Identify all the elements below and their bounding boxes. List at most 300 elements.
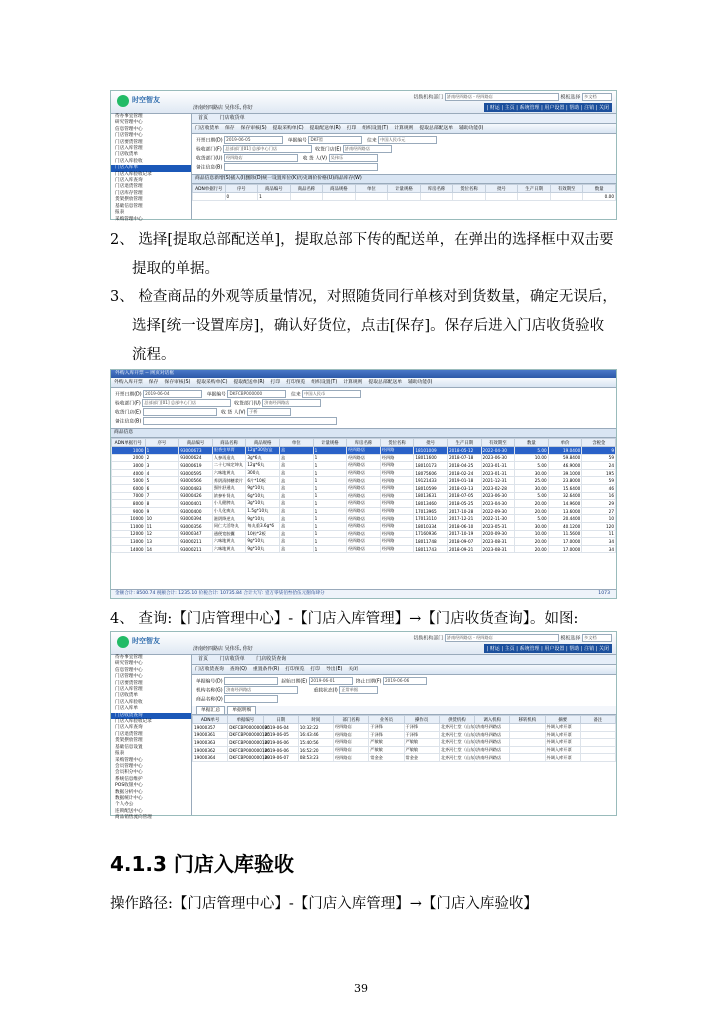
table-cell: 3g*6丸: [246, 454, 280, 462]
table-cell: 2019-06-05: [263, 731, 298, 739]
nav-tree-item[interactable]: 门店退货管理: [115, 184, 143, 190]
table-cell: 20.00: [515, 500, 549, 508]
table-cell: 46: [582, 484, 616, 492]
nav-tree-item[interactable]: 报表: [115, 751, 125, 757]
column-header[interactable]: 批号: [414, 439, 448, 447]
table-cell: 6片*10板: [246, 477, 280, 485]
table-cell: 盒: [279, 469, 313, 477]
table-cell: 1: [313, 484, 347, 492]
table-cell: 经四路店: [347, 454, 381, 462]
column-header[interactable]: 货位名称: [453, 185, 486, 193]
table-cell: 46.9000: [548, 462, 582, 470]
tab-home[interactable]: 首页: [198, 115, 209, 121]
table-cell: 北齐河仁堂（山东）: [440, 731, 479, 737]
toolbar-button[interactable]: 商品信息: [195, 176, 215, 181]
step-3-text: 3、 检查商品的外观等质量情况，对照随货同行单核对到货数量，确定无误后， 选择[统一设置库房]，确认好货位，点击[保存]。保存后进入门店收货验收 流程。: [110, 289, 617, 363]
column-header[interactable]: 摘要: [545, 716, 580, 724]
nav-tree-item[interactable]: 待办事宜管理: [115, 114, 143, 119]
toolbar-button[interactable]: 计算规则: [343, 380, 363, 385]
column-header[interactable]: 计量规格: [313, 439, 347, 447]
grid-toolbar[interactable]: [192, 174, 616, 184]
end-date-input[interactable]: 2019-06-06: [383, 677, 427, 685]
app-header: [111, 632, 616, 655]
table-cell: 1: [313, 545, 347, 553]
table-cell: 北齐河仁堂（山东）: [440, 724, 479, 730]
top-links[interactable]: | 财运 | 主页 | 系统管理 | 用户设置 | 帮助 | 注销 | 关闭: [484, 644, 612, 653]
table-cell: 24: [582, 462, 616, 470]
tab-receipt[interactable]: 门店收货单: [219, 115, 245, 121]
table-cell: 2023-08-31: [481, 545, 515, 553]
toolbar-button[interactable]: 提取配送单(R): [309, 126, 341, 131]
open-date-input[interactable]: 2019-06-04: [143, 390, 202, 398]
table-cell: 经四路店: [334, 754, 369, 762]
table-cell: 严敏敏: [369, 739, 404, 747]
column-header[interactable]: 时间: [298, 716, 333, 724]
table-cell: [323, 193, 356, 201]
table-cell: 11: [582, 530, 616, 538]
table-row[interactable]: [112, 484, 616, 492]
result-tabs[interactable]: [192, 706, 616, 715]
tab-detail[interactable]: 单据明细: [227, 706, 256, 714]
receiver-org-input[interactable]: 济南经四路店: [343, 145, 392, 153]
table-cell: 19000363: [193, 739, 228, 747]
table-cell: 强针舒通丸: [212, 484, 246, 492]
table-row[interactable]: [112, 477, 616, 485]
table-cell: DKFCBP000000095: [229, 724, 270, 730]
table-cell: 2000: [112, 454, 146, 462]
nav-tree-item[interactable]: 会员管理中心: [115, 763, 143, 769]
column-header[interactable]: 批号: [485, 185, 518, 193]
table-cell: 10:32:22: [298, 724, 333, 732]
table-cell: 93000401: [179, 500, 213, 508]
table-cell: DKFCBP000000105: [229, 732, 270, 738]
column-header[interactable]: 商品规格: [246, 439, 280, 447]
table-cell: 盒: [279, 500, 313, 508]
table-row[interactable]: [112, 462, 616, 470]
table-cell: 二十七味定坤丸: [212, 462, 246, 470]
nav-tree-item[interactable]: 门店入库验收记录: [115, 171, 152, 177]
org-input[interactable]: 济南经四路店: [224, 686, 298, 694]
table-row[interactable]: [112, 507, 616, 515]
table-cell: [518, 193, 551, 201]
column-header[interactable]: 单位: [279, 439, 313, 447]
table-cell: 25.00: [515, 477, 549, 485]
toolbar-button[interactable]: 查询(Q): [229, 667, 247, 672]
nav-tree[interactable]: [111, 114, 192, 222]
table-cell: 19121433: [414, 477, 448, 485]
table-cell: 常金金: [369, 754, 404, 762]
dialog-title-bar: 外购入库开票 -- 网页对话框: [111, 370, 616, 378]
nav-tree-item[interactable]: 门店入库管理: [115, 146, 143, 152]
column-header[interactable]: 操作员: [404, 716, 439, 724]
tab-bar[interactable]: [192, 655, 616, 665]
column-header[interactable]: 商品名称: [290, 185, 323, 193]
nav-tree-item[interactable]: 门店管理中心: [115, 674, 143, 680]
table-cell: 经四路: [380, 507, 414, 515]
column-header[interactable]: 商品编号: [179, 439, 213, 447]
nav-tree-item[interactable]: 门店入库单: [111, 165, 191, 171]
toolbar[interactable]: [192, 665, 616, 675]
toolbar-button[interactable]: 辅助功能(I): [459, 126, 484, 131]
table-cell: 同仁大活络丸: [212, 522, 246, 530]
column-header[interactable]: 货位名称: [380, 439, 414, 447]
toolbar-button[interactable]: 提取总部配送单: [368, 380, 403, 385]
column-header[interactable]: 数量: [515, 439, 549, 447]
tab-receipt[interactable]: 门店收货单: [219, 656, 245, 662]
toolbar-button[interactable]: 保存: [225, 126, 235, 131]
column-header[interactable]: 部门名称: [334, 716, 369, 724]
note-input[interactable]: [224, 163, 378, 171]
table-cell: 19000362: [193, 746, 228, 754]
screenshot-receipt-query: [110, 631, 617, 821]
table-row[interactable]: [193, 739, 616, 747]
table-cell: 经四路店: [347, 515, 381, 523]
table-cell: 5000: [112, 477, 146, 485]
table-cell: 经四路: [380, 447, 414, 455]
nav-tree-item[interactable]: 货架摆放管理: [115, 738, 143, 744]
column-header[interactable]: 数量: [583, 185, 616, 193]
table-cell: [290, 193, 323, 201]
start-date-input[interactable]: 2019-06-01: [309, 677, 353, 685]
table-cell: 经四路店: [334, 739, 369, 747]
note-input[interactable]: [143, 417, 337, 425]
table-row[interactable]: [112, 469, 616, 477]
table-cell: 20.00: [515, 507, 549, 515]
table-cell: 经四路: [380, 522, 414, 530]
tab-home[interactable]: 首页: [198, 656, 209, 662]
nav-tree-item[interactable]: 货架摆放管理: [115, 197, 143, 203]
nav-tree-item[interactable]: 门店入库管理: [115, 687, 143, 693]
toolbar-button[interactable]: 删除(D): [245, 176, 263, 181]
table-cell: 11.5600: [548, 530, 582, 538]
table-cell: 10: [145, 515, 179, 523]
nav-tree-item[interactable]: 个人办公: [115, 802, 134, 808]
recv-dept-input[interactable]: 经四路店: [224, 154, 298, 162]
table-cell: 9g*10丸: [246, 538, 280, 546]
table-cell: 16: [582, 492, 616, 500]
toolbar-button[interactable]: 提取采购单(C): [272, 126, 304, 131]
table-cell: 93000619: [179, 462, 213, 470]
column-header[interactable]: 备注: [580, 716, 615, 724]
toolbar-button[interactable]: 导出(E): [326, 667, 343, 672]
column-header[interactable]: 库房名称: [420, 185, 453, 193]
toolbar[interactable]: [192, 124, 616, 134]
table-cell: 经四路店: [347, 538, 381, 546]
table-row[interactable]: [193, 746, 616, 754]
nav-tree-item[interactable]: 门店入库查询: [115, 725, 143, 731]
table-cell: 经四路店: [347, 545, 381, 553]
grid-title: 商品信息: [114, 430, 134, 435]
nav-tree-item[interactable]: 门店要货管理: [115, 680, 143, 686]
toolbar-button[interactable]: 提取采购单(C): [196, 380, 228, 385]
recv-person-input[interactable]: 吴伟乐: [329, 154, 378, 162]
nav-tree-item[interactable]: 数据分析中心: [115, 789, 143, 795]
table-cell: 盒: [279, 492, 313, 500]
table-cell: 2023-01-31: [481, 462, 515, 470]
table-cell: 39.1000: [548, 469, 582, 477]
nav-tree-item[interactable]: 门店入库验收: [115, 699, 143, 705]
nav-tree-item[interactable]: 研究管理中心: [115, 661, 143, 667]
toolbar-button[interactable]: 组织设置(T): [362, 126, 389, 131]
table-cell: 18011600: [414, 454, 448, 462]
tab-receipt-query[interactable]: 门店收货查询: [256, 656, 287, 662]
toolbar-button[interactable]: 保存: [148, 380, 159, 385]
table-cell: 5: [145, 477, 179, 485]
table-cell: [510, 754, 545, 762]
table-row[interactable]: [193, 731, 616, 739]
table-cell: 1: [313, 500, 347, 508]
column-header[interactable]: 生产日期: [447, 439, 481, 447]
table-cell: 经四路: [380, 462, 414, 470]
table-cell: 北齐河仁堂（山东）: [440, 747, 479, 753]
table-cell: 7: [145, 492, 179, 500]
toolbar-button[interactable]: 打印: [270, 380, 281, 385]
table-cell: 经四路: [380, 477, 414, 485]
table-cell: 93000566: [179, 477, 213, 485]
table-row[interactable]: [112, 538, 616, 546]
toolbar-button[interactable]: 提取总部配送单: [419, 126, 454, 131]
table-row[interactable]: [112, 545, 616, 553]
table-cell: 济南经四路店: [475, 746, 510, 754]
toolbar-button[interactable]: 提取配送单(R): [233, 380, 265, 385]
table-cell: 2022-04-30: [481, 447, 515, 455]
column-header[interactable]: ADN单号: [193, 716, 228, 724]
table-cell: 1: [258, 193, 291, 201]
table-cell: 10.00: [515, 530, 549, 538]
nav-tree-item[interactable]: 门店管理中心: [115, 133, 143, 139]
totals-footer: 金额合计: 8500.74 税额合计: 1235.10 价税合计: 10735.84 合计大写: 壹万零柒佰叁拾伍元捌角肆分 1073: [111, 589, 616, 598]
table-cell: 2017-10-28: [447, 507, 481, 515]
table-cell: 2022-09-30: [481, 507, 515, 515]
column-header[interactable]: 有效期至: [550, 185, 583, 193]
tab-bar[interactable]: [192, 114, 616, 124]
grid-toolbar[interactable]: [111, 428, 616, 438]
table-cell: 经四路: [380, 484, 414, 492]
screenshot-purchase-entry: [110, 369, 617, 599]
column-header[interactable]: 序号: [145, 439, 179, 447]
top-links[interactable]: | 财运 | 主页 | 系统管理 | 用户设置 | 帮助 | 注销 | 关闭: [484, 103, 612, 112]
table-row[interactable]: [112, 500, 616, 508]
table-cell: 2018-05-12: [447, 447, 481, 455]
dept-input[interactable]: 总部部门[01] 总部中心门店: [223, 145, 312, 153]
table-cell: 30.00: [515, 469, 549, 477]
nav-tree-item[interactable]: 门店收货单: [115, 693, 138, 699]
table-cell: 2023-08-31: [481, 538, 515, 546]
table-cell: [355, 193, 388, 201]
entry-form: 开票日期(D) 2019-06-04 单据编号 DKFCBP000000 往来 中国人民币 验收部门(F) 总部部门[01] 总部中心门店 收货部门(U) 济南经四路店 收货门店(E) 收 货 人(V) 于桥 备注信息(B): [111, 388, 616, 428]
table-row[interactable]: [193, 754, 616, 762]
toolbar-button[interactable]: 保存审核(S): [164, 380, 191, 385]
column-header[interactable]: 单位: [355, 185, 388, 193]
table-cell: 2: [145, 454, 179, 462]
nav-tree-item[interactable]: 门店退货管理: [115, 731, 143, 737]
toolbar-button[interactable]: 打印: [310, 667, 320, 672]
table-cell: 北齐河仁堂（山东）: [440, 739, 479, 745]
open-date-input[interactable]: 2019-06-05: [224, 136, 283, 144]
nav-tree-item[interactable]: 门店收货单: [115, 152, 138, 158]
recv-dept-input[interactable]: 济南经四路店: [262, 399, 321, 407]
table-cell: 经四路店: [347, 522, 381, 530]
table-cell: 93000426: [179, 492, 213, 500]
table-row[interactable]: [112, 530, 616, 538]
nav-tree-item[interactable]: 门店收货查询: [111, 713, 191, 719]
table-cell: 2023-01-31: [481, 469, 515, 477]
table-cell: 14.9600: [548, 500, 582, 508]
column-header[interactable]: 供货机构: [439, 716, 474, 724]
column-header[interactable]: 单据编号: [228, 716, 263, 724]
table-cell: 盒: [279, 447, 313, 455]
table-cell: 2023-06-30: [481, 454, 515, 462]
column-header[interactable]: 含税金: [582, 439, 616, 447]
table-cell: 18013460: [414, 500, 448, 508]
toolbar-button[interactable]: 插入(I): [230, 176, 246, 181]
nav-tree-item[interactable]: 采购管理中心: [115, 757, 143, 763]
column-header[interactable]: 商品规格: [323, 185, 356, 193]
table-cell: DKFCBP000000107: [229, 739, 270, 745]
table-row[interactable]: [112, 447, 616, 455]
table-cell: 16:52:20: [298, 746, 333, 754]
table-cell: 2017-12-21: [447, 515, 481, 523]
column-header[interactable]: 移转机构: [510, 716, 545, 724]
toolbar-button[interactable]: 组织设置(T): [311, 380, 338, 385]
main-panel: [192, 114, 616, 219]
nav-tree-item[interactable]: 门店入库验收记录: [115, 719, 152, 725]
nav-tree-item[interactable]: 基础信息设置: [115, 744, 143, 750]
nav-tree-item[interactable]: 研究管理中心: [115, 120, 143, 126]
nav-tree-item[interactable]: 数据统计中心: [115, 795, 143, 801]
table-cell: 11000: [112, 522, 146, 530]
items-table: [111, 438, 616, 553]
table-cell: [193, 193, 226, 201]
table-cell: 通便宽胶囊: [212, 530, 246, 538]
toolbar-button[interactable]: 新增(S): [214, 176, 231, 181]
toolbar[interactable]: [111, 378, 616, 388]
table-cell: 19000361: [193, 731, 228, 739]
table-row[interactable]: [112, 454, 616, 462]
product-input[interactable]: [224, 695, 278, 703]
table-row[interactable]: [112, 492, 616, 500]
table-row[interactable]: [193, 724, 616, 732]
org-switcher[interactable]: 切换机构部门 济南经四路店 - 经四路店 模板选择 多文档: [413, 93, 612, 101]
table-cell: 93000483: [179, 484, 213, 492]
toolbar-button[interactable]: 门店收货查询: [195, 667, 224, 672]
nav-tree-item[interactable]: 门店要货管理: [115, 139, 143, 145]
column-header[interactable]: 有效期至: [481, 439, 515, 447]
dept-input[interactable]: 总部部门[01] 总部中心门店: [142, 399, 231, 407]
nav-tree-item[interactable]: 采购管理中心: [115, 216, 143, 222]
nav-tree-item[interactable]: POS收银中心: [115, 783, 143, 789]
toolbar-button[interactable]: 关闭: [348, 667, 358, 672]
org-switcher[interactable]: 切换机构部门 济南经四路店 - 经四路店 模板选择 多文档: [413, 634, 612, 642]
user-greeting: 济南经四路店 吴伟乐, 你好: [193, 646, 253, 652]
nav-tree-item[interactable]: 门店入库验收: [115, 158, 143, 164]
nav-tree-item[interactable]: 门店库存管理: [115, 190, 143, 196]
doc-no-input[interactable]: DKF暂: [308, 136, 362, 144]
table-row[interactable]: [112, 522, 616, 530]
nav-tree-item[interactable]: 信息管理中心: [115, 126, 143, 132]
toolbar-button[interactable]: 外购入库开票: [114, 380, 143, 385]
table-cell: 1000: [112, 447, 146, 455]
column-header[interactable]: 业务员: [369, 716, 404, 724]
section-heading: 4.1.3 门店入库验收: [110, 852, 294, 876]
column-header[interactable]: 生产日期: [518, 185, 551, 193]
table-cell: 93000624: [179, 454, 213, 462]
column-header[interactable]: 库房名称: [347, 439, 381, 447]
nav-tree-item[interactable]: 待办事宜管理: [115, 655, 143, 660]
nav-tree-item[interactable]: 报表: [115, 210, 125, 216]
table-cell: 16:43:46: [298, 731, 333, 739]
table-cell: 10.00: [515, 454, 549, 462]
nav-tree-item[interactable]: 商品销售流向管理: [115, 815, 152, 821]
doc-no-input[interactable]: [224, 677, 278, 685]
column-header[interactable]: 序号: [225, 185, 258, 193]
table-cell: 10粒*2板: [246, 530, 280, 538]
table-cell: 1: [313, 515, 347, 523]
toolbar-button[interactable]: 辅助功能(I): [408, 380, 433, 385]
table-cell: 2018-04-25: [447, 462, 481, 470]
nav-tree-item[interactable]: 基础信息管理: [115, 203, 143, 209]
nav-tree[interactable]: [111, 655, 192, 821]
toolbar-button[interactable]: 历史调价价格(U): [298, 176, 335, 181]
nav-tree-item[interactable]: 连锁配送中心: [115, 808, 143, 814]
receiver-org-input[interactable]: [143, 408, 217, 416]
nav-tree-item[interactable]: 系统信息维护: [115, 776, 143, 782]
receipt-form: 开票日期(D) 2019-06-05 单据编号 DKF暂 往来 中国人民币元 验收部门(F) 总部部门[01] 总部中心门店 收货门店(E) 济南经四路店 收货部门(U) 经四路店 收 货 人(V) 吴伟乐 备注信息(B): [192, 134, 616, 174]
nav-tree-item[interactable]: 门店入库单: [115, 706, 138, 712]
toolbar-button[interactable]: 门店收货单: [195, 126, 219, 131]
doc-no-input[interactable]: DKFCBP000000: [227, 390, 286, 398]
results-table: [192, 715, 616, 762]
column-header[interactable]: 商品编号: [258, 185, 291, 193]
tab-summary[interactable]: 单据汇总: [196, 706, 225, 714]
table-cell: 93000356: [179, 522, 213, 530]
table-cell: 外调入库开票: [545, 754, 580, 762]
column-header[interactable]: 计量规格: [388, 185, 421, 193]
table-cell: 1: [313, 469, 347, 477]
supplier-input[interactable]: 中国人民币元: [378, 136, 437, 144]
recv-person-input[interactable]: 于桥: [247, 408, 291, 416]
toolbar-button[interactable]: 计算规则: [394, 126, 414, 131]
table-cell: 195: [582, 469, 616, 477]
table-cell: 19000364: [193, 754, 228, 762]
supplier-input[interactable]: 中国人民币: [302, 390, 361, 398]
toolbar-button[interactable]: 打印预览: [285, 667, 305, 672]
table-cell: 1: [313, 447, 347, 455]
table-cell: DKFCBP000000106: [229, 747, 270, 753]
column-header[interactable]: ADN单据行号: [193, 185, 226, 193]
column-header[interactable]: 日期: [263, 716, 298, 724]
toolbar-button[interactable]: 保存审核(S): [240, 126, 267, 131]
column-header[interactable]: ADN单据行号: [112, 439, 146, 447]
toolbar-button[interactable]: 统一设置库位(K): [262, 176, 299, 181]
nav-tree-item[interactable]: 信息管理中心: [115, 667, 143, 673]
toolbar-button[interactable]: 商品库存(W): [334, 176, 362, 181]
table-cell: 17013965: [414, 507, 448, 515]
app-header: [111, 91, 616, 114]
toolbar-button[interactable]: 重置条件(R): [252, 667, 280, 672]
column-header[interactable]: 调入机构: [475, 716, 510, 724]
toolbar-button[interactable]: 打印: [346, 126, 357, 131]
table-row[interactable]: [112, 515, 616, 523]
column-header[interactable]: 单价: [548, 439, 582, 447]
table-cell: 93000347: [179, 530, 213, 538]
table-cell: 15.6400: [548, 484, 582, 492]
toolbar-button[interactable]: 打印预览: [286, 380, 306, 385]
nav-tree-item[interactable]: 门店入库查询: [115, 178, 143, 184]
status-select[interactable]: 正常单据: [339, 686, 378, 694]
nav-tree-item[interactable]: 会员积分中心: [115, 770, 143, 776]
column-header[interactable]: 商品名称: [212, 439, 246, 447]
